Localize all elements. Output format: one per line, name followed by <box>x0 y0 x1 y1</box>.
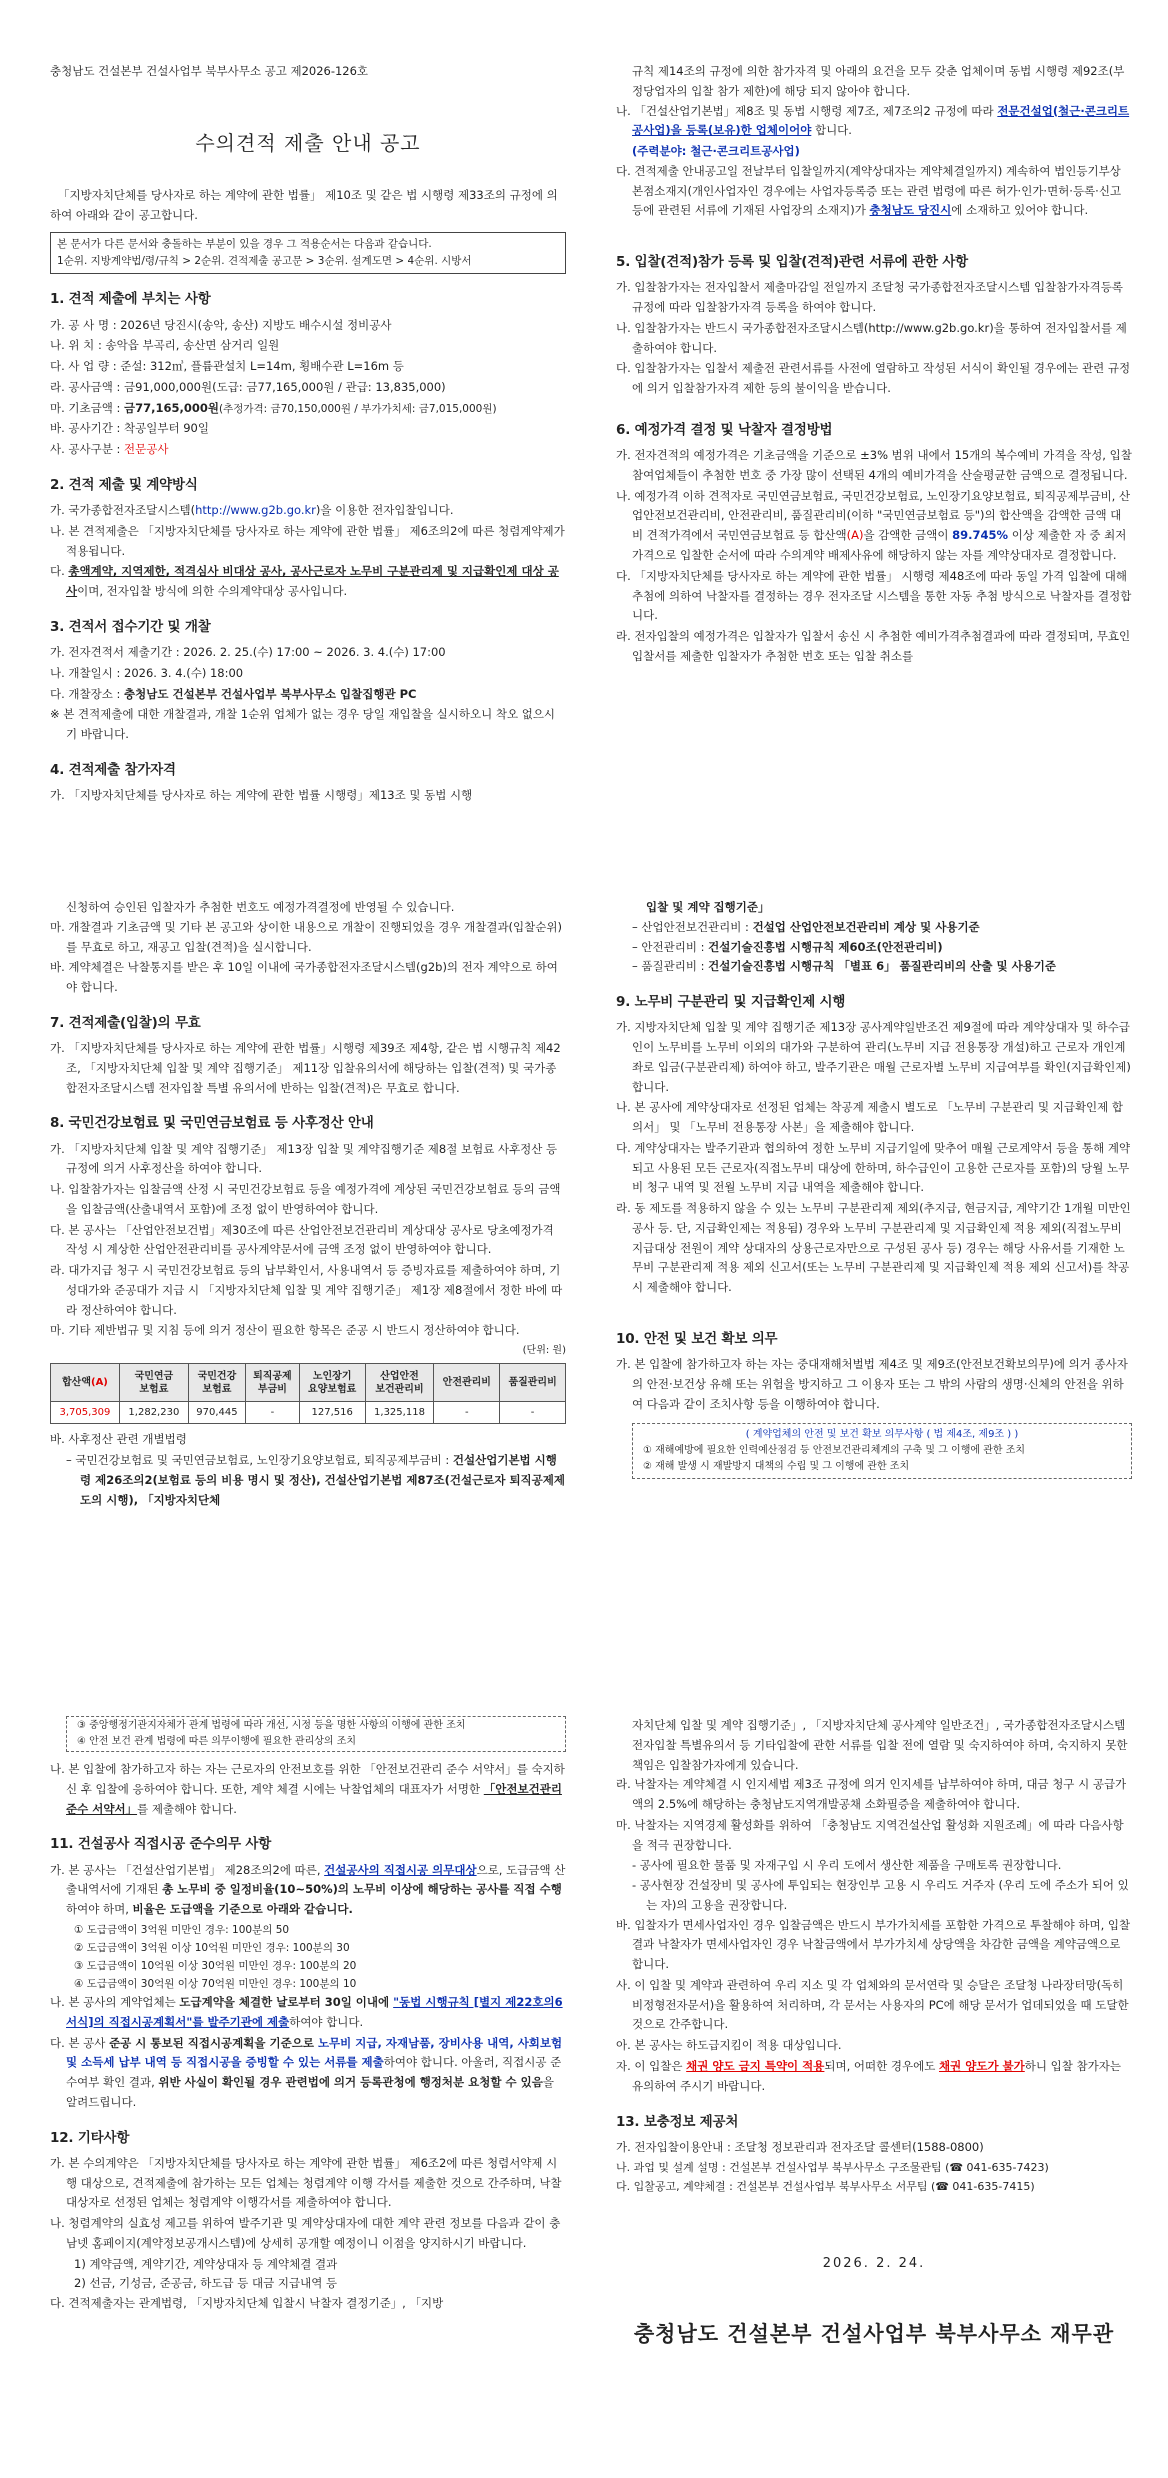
s11-da: 다. 본 공사 준공 시 통보된 직접시공계획을 기준으로 노무비 지급, 자재남품, 장비사용 내역, 사회보험 및 소득세 납부 내역 등 직접시공을 증빙할 수 있는 서류를 제출하여야 합니다. 아울러, 직접시공 준수여부 확인 결과, 위반 사실이 확인될 경우 관련법에 의거 등록관청에 행정처분 요청할 수 있음을 알려드립니다. <box>50 2035 563 2109</box>
intro-text: 「지방자치단체를 당사자로 하는 계약에 관한 법률」 제10조 및 같은 법 시행령 제33조의 규정에 의하여 아래와 같이 공고합니다. <box>50 188 558 222</box>
footer-dept: 충청남도 건설본부 건설사업부 북부사무소 재무관 <box>633 2320 1115 2346</box>
section-13-title: 13. 보충정보 제공처 <box>616 2113 739 2130</box>
g2b-link[interactable]: http://www.g2b.go.kr <box>195 503 316 518</box>
s8-cont: 입찰 및 계약 집행기준」 <box>646 900 770 914</box>
s6-ga: 가. 전자견적의 예정가격은 기초금액을 기준으로 ±3% 범위 내에서 15개의 복수예비 가격을 작성, 입찰 참여업체들이 추첨한 번호 중 가장 많이 선택된 4개의 예비가격을 산술평균한 금액으로 결정됩니다. <box>616 448 1132 482</box>
priority-box-line1: 본 문서가 다른 문서와 충돌하는 부분이 있을 경우 그 적용순서는 다음과 같습니다. <box>57 237 432 250</box>
s8-na: 나. 입찰참가자는 입찰금액 산정 시 국민건강보험료 등을 예정가격에 계상된 국민건강보험료 등의 금액을 입찰금액(산출내역서 포함)에 조정 없이 반영하여야 합니다. <box>50 1182 561 1216</box>
section-8-title: 8. 국민건강보험료 및 국민연금보험료 등 사후정산 안내 <box>50 1115 374 1132</box>
s8-d3: – 품질관리비 : 건설기술진흥법 시행규칙 「별표 6」 품질관리비의 산출 및 사용기준 <box>632 959 1056 974</box>
s6-na: 나. 예정가격 이하 견적자로 국민연금보험료, 국민건강보험료, 노인장기요양보험료, 퇴직공제부금비, 산업안전보건관리비, 안전관리비, 품질관리비(이하 "국민연금보험료 등")의 합산액을 감액한 금액 대비 견적가격에서 국민연금보험료 등 합산액(A)을 감액한 금액이 89.745% 이상 제출한 자 중 최저가격으로 입찰한 순서에 따라 수의계약 배제사유에 해당하지 않는 자를 계약상대자로 결정합니다. <box>616 488 1131 562</box>
s6-ma: 마. 개찰결과 기초금액 및 기타 본 공고와 상이한 내용으로 개찰이 진행되었을 경우 개찰결과(입찰순위)를 무효로 하고, 재공고 입찰(견적)을 실시합니다. <box>50 919 562 954</box>
s11-ga: 가. 본 공사는 「건설산업기본법」 제28조의2에 따른, 건설공사의 직접시공 의무대상으로, 도급금액 산출내역서에 기재된 총 노무비 중 일정비율(10~50%)의 노무비 이상에 해당하는 공사를 직접 수행하여야 하며, 비율은 도급액을 기준으로 아래와 같습니다. <box>50 1862 566 1917</box>
section-2-title: 2. 견적 제출 및 계약방식 <box>50 476 198 493</box>
s1-da: 다. 사 업 량 : 준설: 312㎥, 플륨관설치 L=14m, 횡배수관 L=16m 등 <box>50 359 404 374</box>
s3-ga: 가. 전자견적서 제출기간 : 2026. 2. 25.(수) 17:00 ~ 2026. 3. 4.(수) 17:00 <box>50 645 446 660</box>
section-5-title: 5. 입찰(견적)참가 등록 및 입찰(견적)관련 서류에 관한 사항 <box>616 254 969 271</box>
s8-ba-dash: – 국민건강보험료 및 국민연금보험료, 노인장기요양보험료, 퇴직공제부금비 : 건설산업기본법 시행령 제26조의2(보험료 등의 비용 명시 및 정산), 건설산업기본법 제87조(건설근로자 퇴직공제제도의 시행), 「지방자치단체 <box>66 1453 565 1507</box>
s9-ra: 라. 동 제도를 적용하지 않을 수 있는 노무비 구분관리제 제외(추지급, 현금지급, 계약기간 1개월 미만인 공사 등. 단, 지급확인제는 적용됨) 경우와 노무비 구분관리제 및 지급확인제 적용 제외(직접노무비 지급대상 전원이 계약 상대자의 상용근로자만으로 구성된 공사 등) 경우는 해당 사유서를 기재한 노무비 구분관리제 적용 제외 신고서(또는 노무비 구분관리제 및 지급확인제 적용 제외 신고서)를 착공시 제출해야 합니다. <box>616 1201 1131 1295</box>
bottom-left-column <box>50 1716 566 2315</box>
safety-duty-box-cont <box>66 1716 566 1752</box>
th-5: 산업안전 보건관리비 <box>365 1364 434 1402</box>
page-title: 수의견적 제출 안내 공고 <box>195 130 421 155</box>
td-3: - <box>246 1402 300 1424</box>
s1-ga: 가. 공 사 명 : 2026년 당진시(송악, 송산) 지방도 배수시설 정비공사 <box>50 317 392 332</box>
td-2: 970,445 <box>188 1402 245 1424</box>
td-1: 1,282,230 <box>119 1402 188 1424</box>
s12-sa: 사. 이 입찰 및 계약과 관련하여 우리 지소 및 각 업체와의 문서연락 및 승달은 조달청 나라장터망(독히 비정형전자문서)을 활용하여 처리하며, 각 문서는 사용자의 PC에 해당 문서가 업데되었을 때 도달한 것으로 간주합니다. <box>616 1977 1129 2032</box>
td-6: - <box>434 1402 500 1424</box>
top-left-column <box>50 62 566 807</box>
section-7-title: 7. 견적제출(입찰)의 무효 <box>50 1014 201 1031</box>
s12-ga: 가. 본 수의계약은 「지방자치단체를 당사자로 하는 계약에 관한 법률」 제6조2에 따른 청렴서약제 시행 대상으로, 견적제출에 참가하는 모든 업체는 청렴계약 이행 각서를 제출한 것으로 간주하며, 낙찰대상자로 선정된 업체는 청렴계약 이행각서를 제출하여야 합니다. <box>50 2155 562 2210</box>
td-4: 127,516 <box>299 1402 365 1424</box>
safety-box-item2: ② 재해 발생 시 재발방지 대책의 수립 및 그 이행에 관한 조치 <box>643 1460 910 1472</box>
th-1: 국민연금 보험료 <box>119 1364 188 1402</box>
s13-da: 다. 입찰공고, 계약체결 : 건설본부 건설사업부 북부사무소 서무팀 (☎ 041-635-7415) <box>616 2180 1035 2194</box>
priority-box-line2: 1순위. 지방계약법/령/규칙 > 2순위. 견적제출 공고문 > 3순위. 설계도면 > 4순위. 시방서 <box>57 255 472 267</box>
td-0: 3,705,309 <box>51 1402 120 1424</box>
s1-na: 나. 위 치 : 송악읍 부곡리, 송산면 삼거리 일원 <box>50 338 280 353</box>
td-5: 1,325,118 <box>365 1402 434 1424</box>
s6-ra: 라. 전자입찰의 예정가격은 입찰자가 입찰서 송신 시 추첨한 예비가격추첨결과에 따라 결정되며, 무효인 입찰서를 제출한 입찰자가 추첨한 번호 또는 입찰 취소를 <box>616 629 1131 663</box>
s10-na: 나. 본 입찰에 참가하고자 하는 자는 근로자의 안전보호를 위한 「안전보건관리 준수 서약서」를 숙지하신 후 입찰에 응하여야 합니다. 또한, 계약 체결 시에는 낙찰업체의 대표자가 서명한 「안전보건관리 준수 서약서」를 제출해야 합니다. <box>50 1762 565 1816</box>
middle-right-column <box>616 898 1132 1487</box>
th-6: 안전관리비 <box>434 1364 500 1402</box>
section-12-title: 12. 기타사항 <box>50 2129 130 2146</box>
s4-field: (주력분야: 철근·콘크리트공사업) <box>632 144 800 159</box>
section-3-title: 3. 견적서 접수기간 및 개찰 <box>50 618 211 635</box>
th-7: 품질관리비 <box>500 1364 566 1402</box>
safety-box-title: ( 계약업체의 안전 및 보건 확보 의무사항 ( 법 제4조, 제9조 ) ) <box>745 1428 1019 1440</box>
section-4-title: 4. 견적제출 참가자격 <box>50 761 176 778</box>
th-3: 퇴직공제 부금비 <box>246 1364 300 1402</box>
s4-da: 다. 견적제출 안내공고일 전날부터 입찰일까지(계약상대자는 계약체결일까지) 계속하여 법인등기부상 본점소재지(개인사업자인 경우에는 사업자등록증 또는 관련 법령에 따른 허가·인가·면허·등록·신고 등에 관련된 서류에 기재된 사업장의 소재지)가 충청남도 당진시에 소재하고 있어야 합니다. <box>616 163 1122 218</box>
s12-da: 다. 견적제출자는 관계법령, 「지방자치단체 입찰시 낙찰자 결정기준」, 「지방 <box>50 2296 444 2311</box>
section-1-title: 1. 견적 제출에 부치는 사항 <box>50 291 211 308</box>
section-6-title: 6. 예정가격 결정 및 낙찰자 결정방법 <box>616 421 833 438</box>
td-7: - <box>500 1402 566 1424</box>
safety-box-item3: ③ 중앙행정기관지자체가 관계 법령에 따라 개선, 시정 등을 명한 사항의 이행에 관한 조치 <box>77 1720 466 1731</box>
s6-ba: 바. 계약체결은 낙찰통지를 받은 후 10일 이내에 국가종합전자조달시스템(g2b)의 전자 계약으로 하여야 합니다. <box>50 960 558 995</box>
s1-ma: 마. 기초금액 : 금77,165,000원(추정가격: 금70,150,000원 / 부가가치세: 금7,015,000원) <box>50 400 497 415</box>
s12-cont: 자치단체 입찰 및 계약 집행기준」, 「지방자치단체 공사계약 일반조건」, 국가종합전자조달시스템 전자입찰 특별유의서 등 기타입찰에 관한 서류를 입찰 전에 열람 및 숙지하여야 하며, 숙지하지 못한 책임은 입찰참가자에게 있습니다. <box>632 1718 1128 1772</box>
middle-left-column <box>50 898 566 1510</box>
s8-d2: – 안전관리비 : 건설기술진흥법 시행규칙 제60조(안전관리비) <box>632 939 943 954</box>
s1-sa: 사. 공사구분 : 전문공사 <box>50 442 169 457</box>
s11-c2: ② 도급금액이 3억원 이상 10억원 미만인 경우: 100분의 30 <box>74 1941 350 1954</box>
s13-ga: 가. 전자입찰이용안내 : 조달청 정보관리과 전자조달 콜센터(1588-0800) <box>616 2139 984 2154</box>
priority-box <box>50 232 566 275</box>
th-sum: 합산액(A) <box>51 1364 120 1402</box>
s8-ma: 마. 기타 제반법규 및 지침 등에 의거 정산이 필요한 항목은 준공 시 반드시 정산하여야 합니다. <box>50 1323 520 1338</box>
s3-da: 다. 개찰장소 : 충청남도 건설본부 건설사업부 북부사무소 입찰집행관 PC <box>50 686 417 701</box>
s1-ra: 라. 공사금액 : 금91,000,000원(도급: 금77,165,000원 / 관급: 13,835,000) <box>50 379 446 394</box>
s2-da: 다. 총액계약, 지역제한, 적격심사 비대상 공사, 공사근로자 노무비 구분관리제 및 지급확인제 대상 공사이며, 전자입찰 방식에 의한 수의계약대상 공사입니다. <box>50 564 559 599</box>
th-4: 노인장기 요양보험료 <box>299 1364 365 1402</box>
s9-na: 나. 본 공사에 계약상대자로 선정된 업체는 착공계 제출시 별도로 「노무비 구분관리 및 지급확인제 합의서」 및 「노무비 전용통장 사본」을 제출해야 합니다. <box>616 1100 1124 1135</box>
safety-box-item4: ④ 안전 보건 관계 법령에 따른 의무이행에 필요한 관리상의 조치 <box>77 1736 357 1747</box>
section-9-title: 9. 노무비 구분관리 및 지급확인제 시행 <box>616 994 846 1011</box>
section-11-title: 11. 건설공사 직접시공 준수의무 사항 <box>50 1836 272 1853</box>
s8-d1: – 산업안전보건관리비 : 건설업 산업안전보건관리비 계상 및 사용기준 <box>632 919 980 934</box>
s9-ga: 가. 지방자치단체 입찰 및 계약 집행기준 제13장 공사계약일반조건 제9절에 따라 계약상대자 및 하수급인이 노무비를 노무비 이외의 대가와 구분하여 관리(노무비 지급 전용통장 개설)하고 근로자 개인계좌로 입금(구분관리제) 하여야 하고, 발주기관은 매월 근로자별 노무비 지급여부를 확인(지급확인제) 합니다. <box>616 1020 1131 1094</box>
th-2: 국민건강 보험료 <box>188 1364 245 1402</box>
s11-c3: ③ 도급금액이 10억원 이상 30억원 미만인 경우: 100분의 20 <box>74 1959 357 1972</box>
s4-na: 나. 「건설산업기본법」제8조 및 동법 시행령 제7조, 제7조의2 규정에 따라 전문건설업(철근·콘크리트공사업)을 등록(보유)한 업체이어야 합니다. <box>616 103 1130 138</box>
s12-ra: 라. 낙찰자는 계약체결 시 인지세법 제3조 규정에 의거 인지세를 납부하여야 하며, 대금 청구 시 공급가액의 2.5%에 해당하는 충청남도지역개발공채 소화필증을 제출하여야 합니다. <box>616 1777 1127 1812</box>
s4-cont: 규칙 제14조의 규정에 의한 참가자격 및 아래의 요건을 모두 갖춘 업체이며 동법 시행령 제92조(부정당업자의 입찰 참가 제한)에 해당 되지 않아야 합니다. <box>632 64 1125 98</box>
s12-na: 나. 청렴계약의 실효성 제고를 위하여 발주기관 및 계약상대자에 대한 계약 관련 정보를 다음과 같이 충남넷 홈페이지(계약정보공개시스템)에 상세히 공개할 예정이니 이점을 양지하시기 바랍니다. <box>50 2216 561 2250</box>
s13-na: 나. 과업 및 설계 설명 : 건설본부 건설사업부 북부사무소 구조물관팀 (☎ 041-635-7423) <box>616 2160 1049 2174</box>
bottom-right-column <box>616 1716 1132 2352</box>
s12-m1: - 공사에 필요한 물품 및 자재구입 시 우리 도에서 생산한 제품을 구매토록 권장합니다. <box>632 1858 1062 1873</box>
s12-n2: 2) 선금, 기성금, 준공금, 하도급 등 대금 지급내역 등 <box>74 2276 338 2291</box>
s6-cont: 신청하여 승인된 입찰자가 추첨한 번호도 예정가격결정에 반영될 수 있습니다. <box>66 900 455 914</box>
table-header-row <box>51 1364 566 1402</box>
s3-note: ※ 본 견적제출에 대한 개찰결과, 개찰 1순위 업체가 없는 경우 당일 재입찰을 실시하오니 착오 없으시기 바랍니다. <box>50 707 556 742</box>
s2-na: 나. 본 견적제출은 「지방자치단체를 당사자로 하는 계약에 관한 법률」 제6조의2에 따른 청렴계약제가 적용됩니다. <box>50 523 565 558</box>
s8-ga: 가. 「지방자치단체 입찰 및 계약 집행기준」 제13장 입찰 및 계약집행기준 제8절 보험료 사후정산 등 규정에 의거 사후정산을 하여야 합니다. <box>50 1141 558 1176</box>
table-row <box>51 1402 566 1424</box>
s11-c4: ④ 도급금액이 30억원 이상 70억원 미만인 경우: 100분의 10 <box>74 1977 357 1990</box>
insurance-table <box>50 1363 566 1424</box>
section-10-title: 10. 안전 및 보건 확보 의무 <box>616 1331 778 1347</box>
s5-na: 나. 입찰참가자는 반드시 국가종합전자조달시스템(http://www.g2b.go.kr)을 통하여 전자입찰서를 제출하여야 합니다. <box>616 320 1127 355</box>
s12-m2: - 공사현장 건설장비 및 공사에 투입되는 현장인부 고용 시 우리도 거주자 (우리 도에 주소가 되어 있는 자)의 고용을 권장합니다. <box>632 1878 1129 1912</box>
s3-na: 나. 개찰일시 : 2026. 3. 4.(수) 18:00 <box>50 665 244 680</box>
s11-c1: ① 도급금액이 3억원 미만인 경우: 100분의 50 <box>74 1923 290 1936</box>
s9-da: 다. 계약상대자는 발주기관과 협의하여 정한 노무비 지급기일에 맞추어 매월 근로계약서 등을 통해 계약되고 사용된 모든 근로자(직접노무비 대상에 한하며, 하수급인이 고용한 근로자를 포함)의 당월 노무비 청구 내역 및 전월 노무비 지급 내역을 제출해야 합니다. <box>616 1140 1131 1195</box>
s10-ga: 가. 본 입찰에 참가하고자 하는 자는 중대재해처벌법 제4조 및 제9조(안전보건확보의무)에 의거 종사자의 안전·보건상 유해 또는 위험을 방지하고 그 이용자 또는 그 밖의 사람의 생명·신체의 안전을 위하여 다음과 같이 조치사항 등을 이행하여야 합니다. <box>616 1357 1128 1411</box>
top-right-column <box>616 62 1132 668</box>
safety-duty-box <box>632 1423 1132 1479</box>
s11-na: 나. 본 공사의 계약업체는 도급계약을 체결한 날로부터 30일 이내에 "동법 시행규칙 [별지 제22호의6 서식]의 직접시공계획서"를 발주기관에 제출하여야 합니다. <box>50 1995 563 2029</box>
safety-box-item1: ① 재해예방에 필요한 인력예산점검 등 안전보건관리체계의 구축 및 그 이행에 관한 조치 <box>643 1444 1026 1456</box>
s8-ba: 바. 사후정산 관련 개별법령 <box>50 1432 187 1447</box>
s1-ba: 바. 공사기간 : 착공일부터 90일 <box>50 421 209 436</box>
s5-ga: 가. 입찰참가자는 전자입찰서 제출마감일 전일까지 조달청 국가종합전자조달시스템 입찰참가자격등록규정에 따라 입찰참가자격 등록을 하여야 합니다. <box>616 280 1123 315</box>
s5-da: 다. 입찰참가자는 입찰서 제출전 관련서류를 사전에 열람하고 작성된 서식이 확인될 경우에는 관련 규정에 의거 입찰참가자격 제한 등의 불이익을 받습니다. <box>616 361 1131 396</box>
s12-n1: 1) 계약금액, 계약기간, 계약상대자 등 계약체결 결과 <box>74 2256 338 2271</box>
s6-da: 다. 「지방자치단체를 당사자로 하는 계약에 관한 법률」 시행령 제48조에 따라 동일 가격 입찰에 대해 추첨에 의하여 낙찰자를 결정하는 경우 전자조달 시스템을 통한 자동 추첨 방식으로 낙찰자를 결정합니다. <box>616 568 1132 623</box>
notice-number: 충청남도 건설본부 건설사업부 북부사무소 공고 제2026-126호 <box>50 64 369 78</box>
s12-ba: 바. 입찰자가 면세사업자인 경우 입찰금액은 반드시 부가가치세를 포함한 가격으로 투찰해야 하며, 입찰결과 낙찰자가 면세사업자인 경우 낙찰금액에서 부가가치세 상당액을 차감한 금액을 계약금액으로 합니다. <box>616 1917 1131 1972</box>
s12-a: 아. 본 공사는 하도급지킴이 적용 대상입니다. <box>616 2038 842 2053</box>
s12-ma: 마. 낙찰자는 지역경제 활성화를 위하여 「충청남도 지역건설산업 활성화 지원조례」에 따라 다음사항을 적극 권장합니다. <box>616 1817 1124 1852</box>
s8-ra: 라. 대가지급 청구 시 국민건강보험료 등의 납부확인서, 사용내역서 등 증빙자료를 제출하여야 하며, 기성대가와 준공대가 지급 시 「지방자치단체 입찰 및 계약 집행기준」 제1장 제8절에서 정한 바에 따라 정산하여야 합니다. <box>50 1263 563 1317</box>
s4-ga: 가. 「지방자치단체를 당사자로 하는 계약에 관한 법률 시행령」제13조 및 동법 시행 <box>50 788 473 803</box>
s12-ja: 자. 이 입찰은 채권 양도 금지 특약이 적용되며, 어떠한 경우에도 채권 양도가 불가하니 입찰 참가자는 유의하여 주시기 바랍니다. <box>616 2059 1121 2093</box>
footer-date: 2026. 2. 24. <box>822 2256 926 2272</box>
s8-da: 다. 본 공사는 「산업안전보건법」제30조에 따른 산업안전보건관리비 계상대상 공사로 당초예정가격 작성 시 계상한 산업안전관리비를 공사계약문서에 금액 조정 없이 반영하여야 합니다. <box>50 1222 554 1257</box>
table-unit: (단위: 원) <box>522 1345 566 1357</box>
s2-ga: 가. 국가종합전자조달시스템(http://www.g2b.go.kr)을 이용한 전자입찰입니다. <box>50 503 454 518</box>
s7-ga: 가. 「지방자치단체를 당사자로 하는 계약에 관한 법률」시행령 제39조 제4항, 같은 법 시행규칙 제42조, 「지방자치단체 입찰 및 계약 집행기준」 제11장 입찰유의서에 해당하는 입찰(견적) 및 국가종합전자조달시스템 전자입찰 특별 유의서에 반하는 입찰(견적)은 무효로 합니다. <box>50 1041 561 1095</box>
